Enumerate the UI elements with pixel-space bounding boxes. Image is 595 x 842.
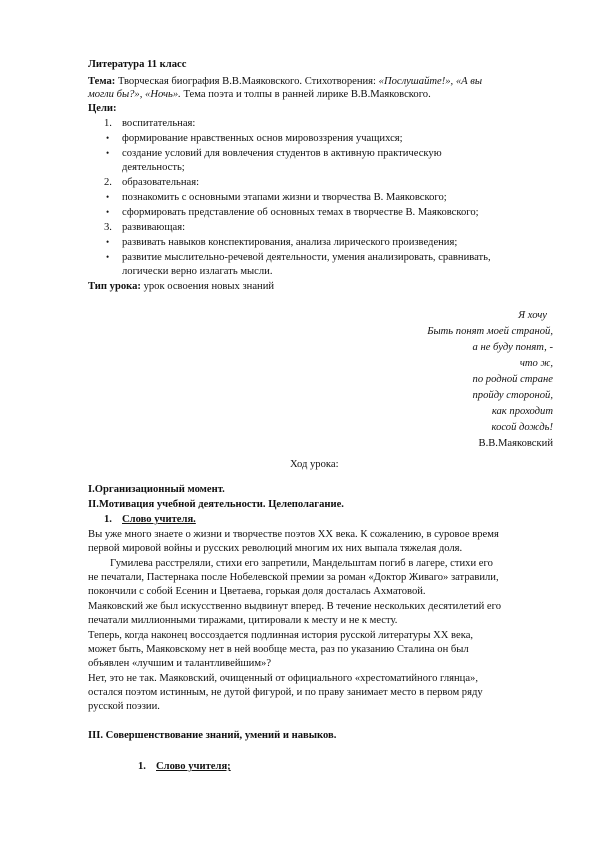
paragraph-3-line-1: Маяковский же был искусственно выдвинут вперед. В течение нескольких десятилетий его [88, 601, 502, 612]
epigraph-line-6: пройду стороной, [472, 390, 553, 401]
goal-3-bullet-1: • развивать навыков конспектирования, анализа лирического произведения; [122, 236, 457, 249]
paragraph-2-line-1: Гумилева расстреляли, стихи его запретили, Мандельштам погиб в лагере, стихи его [110, 558, 493, 569]
epigraph-line-8: косой дождь! [491, 422, 553, 433]
paragraph-5-line-3: русской поэзии. [88, 701, 160, 712]
lesson-title: Ход урока: [290, 459, 339, 470]
goal-1-heading: воспитательная: [122, 118, 196, 129]
epigraph-line-7: как проходит [491, 406, 553, 417]
paragraph-5-line-2: остался поэтом истинным, не дутой фигурой, и по праву занимает место в первом ряду [88, 687, 483, 698]
poem-title-1: «Послушайте!», [378, 76, 454, 87]
topic-line-2 [88, 88, 431, 101]
paragraph-1-line-2: первой мировой войны и русских революций многим их них выпала тяжелая доля. [88, 543, 463, 554]
section-1-heading: I.Организационный момент. [88, 484, 225, 495]
paragraph-5-line-1: Нет, это не так. Маяковский, очищенный от официального «хрестоматийного глянца», [88, 673, 478, 684]
topic-text-rest: Тема поэта и толпы в ранней лирике В.В.Маяковского. [183, 89, 431, 100]
epigraph-line-4: что ж, [519, 358, 553, 369]
epigraph-line-2: Быть понят моей страной, [427, 326, 553, 337]
goal-3-heading: развивающая: [122, 222, 186, 233]
section-3-heading: III. Совершенствование знаний, умений и навыков. [88, 730, 337, 741]
poem-title-2-part1: «А вы [455, 76, 483, 87]
goals-label: Цели: [88, 103, 117, 114]
epigraph-author: В.В.Маяковский [478, 438, 553, 449]
goal-2-number: 2. [104, 177, 112, 188]
paragraph-3-line-2: печатали миллионными тиражами, цитировали к месту и не к месту. [88, 615, 398, 626]
paragraph-4-line-3: объявлен «лучшим и талантливейшим»? [88, 658, 272, 669]
goal-2-bullet-2: • сформировать представление об основных темах в творчестве В. Маяковского; [122, 206, 479, 219]
goal-2-heading: образовательная: [122, 177, 200, 188]
epigraph-line-3: а не буду понят, - [472, 342, 553, 353]
epigraph-line-5: по родной стране [472, 374, 553, 385]
paragraph-2-line-2: не печатали, Пастернака после Нобелевской премии за роман «Доктор Живаго» затравили, [88, 572, 499, 583]
goal-2-bullet-1: • познакомить с основными этапами жизни и творчества В. Маяковского; [122, 191, 447, 204]
paragraph-4-line-2: может быть, Маяковскому нет в ней вообще места, раз по указанию Сталина он был [88, 644, 469, 655]
goal-1-bullet-1: • формирование нравственных основ мировоззрения учащихся; [122, 132, 403, 145]
goal-3-number: 3. [104, 222, 112, 233]
section-2-item: Слово учителя. [122, 514, 196, 525]
lesson-type-label: Тип урока: [88, 281, 141, 292]
paragraph-4-line-1: Теперь, когда наконец воссоздается подлинная история русской литературы XX века, [88, 630, 474, 641]
goal-3-bullet-2: • развитие мыслительно-речевой деятельности, умения анализировать, сравнивать, [122, 251, 491, 264]
topic-text: Творческая биография В.В.Маяковского. Стихотворения: [118, 76, 376, 87]
goal-1-bullet-2-cont: деятельность; [122, 162, 185, 173]
topic-label: Тема: [88, 76, 116, 87]
lesson-type-value: урок освоения новых знаний [143, 281, 275, 292]
poem-title-2-part2: могли бы?», [88, 89, 143, 100]
paragraph-2-line-3: покончили с собой Есенин и Цветаева, горькая доля досталась Ахматовой. [88, 586, 426, 597]
poem-title-3: «Ночь». [145, 89, 181, 100]
section-3-item: Слово учителя; [156, 761, 231, 772]
topic-line-1 [88, 75, 482, 88]
goal-1-number: 1. [104, 118, 112, 129]
goal-3-bullet-2-cont: логически верно излагать мысли. [122, 266, 273, 277]
section-2-item-number: 1. [104, 514, 112, 525]
paragraph-1-line-1: Вы уже много знаете о жизни и творчестве поэтов XX века. К сожалению, в суровое время [88, 529, 499, 540]
goal-1-bullet-2: • создание условий для вовлечения студентов в активную практическую [122, 147, 442, 160]
course-title: Литература 11 класс [88, 59, 187, 70]
epigraph-line-1: Я хочу [518, 310, 547, 321]
section-2-heading: II.Мотивация учебной деятельности. Целеполагание. [88, 499, 344, 510]
lesson-type [88, 280, 274, 293]
section-3-item-number: 1. [138, 761, 146, 772]
